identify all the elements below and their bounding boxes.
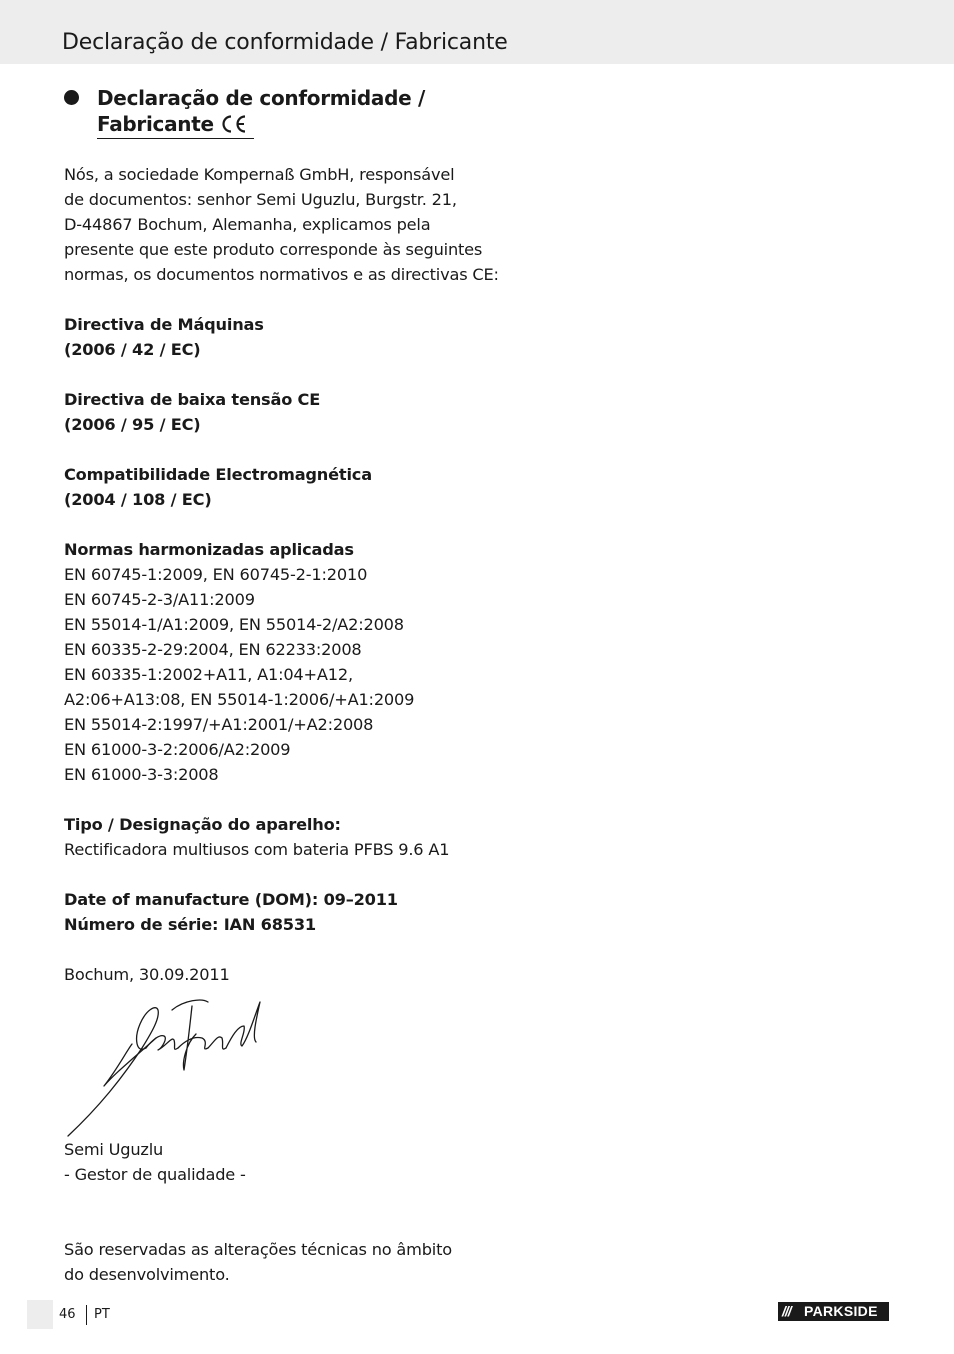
manufacture-date: Date of manufacture (DOM): 09–2011 (64, 890, 398, 909)
notice-line: do desenvolvimento. (64, 1265, 230, 1284)
intro-line: D-44867 Bochum, Alemanha, explicamos pela (64, 215, 431, 234)
intro-line: de documentos: senhor Semi Uguzlu, Burgstr. 21, (64, 190, 457, 209)
section-heading-line-2 (97, 111, 477, 137)
heading-underline (97, 138, 254, 139)
footer-divider (86, 1305, 87, 1325)
spacer (64, 1187, 484, 1212)
ce-mark-icon (220, 114, 248, 134)
norm-line: EN 55014-2:1997/+A1:2001/+A2:2008 (64, 715, 374, 734)
directive-low-voltage-code: (2006 / 95 / EC) (64, 415, 201, 434)
directive-low-voltage-title: Directiva de baixa tensão CE (64, 390, 321, 409)
spacer (64, 787, 484, 812)
page-title: Declaração de conformidade / Fabricante (62, 30, 508, 55)
norms-heading: Normas harmonizadas aplicadas (64, 540, 354, 559)
page-number: 46 (59, 1307, 76, 1322)
directive-emc-code: (2004 / 108 / EC) (64, 490, 212, 509)
language-code: PT (94, 1307, 110, 1322)
brand-slashes: /// (782, 1303, 791, 1319)
notice-line: São reservadas as alterações técnicas no âmbito (64, 1240, 452, 1259)
spacer (64, 862, 484, 887)
directive-emc-title: Compatibilidade Electromagnética (64, 465, 372, 484)
norm-line: EN 60335-1:2002+A11, A1:04+A12, (64, 665, 353, 684)
header-band (0, 0, 954, 64)
spacer (64, 512, 484, 537)
brand-name: PARKSIDE (804, 1303, 878, 1319)
signatory-role: - Gestor de qualidade - (64, 1165, 246, 1184)
directive-machinery-title: Directiva de Máquinas (64, 315, 264, 334)
brand-logo (778, 1302, 889, 1321)
footer-page-box (27, 1300, 53, 1329)
section-heading-text (97, 85, 477, 137)
serial-number: Número de série: IAN 68531 (64, 915, 316, 934)
intro-line: normas, os documentos normativos e as directivas CE: (64, 265, 499, 284)
spacer (64, 937, 484, 962)
signatory-name: Semi Uguzlu (64, 1140, 164, 1159)
norm-line: EN 61000-3-2:2006/A2:2009 (64, 740, 291, 759)
spacer (64, 1212, 484, 1237)
bullet-icon (64, 90, 79, 105)
norm-line: EN 60745-1:2009, EN 60745-2-1:2010 (64, 565, 368, 584)
spacer (64, 437, 484, 462)
device-heading: Tipo / Designação do aparelho: (64, 815, 341, 834)
section-heading-line-1: Declaração de conformidade / (97, 86, 426, 110)
norm-line: EN 60335-2-29:2004, EN 62233:2008 (64, 640, 362, 659)
spacer (64, 362, 484, 387)
place-date: Bochum, 30.09.2011 (64, 965, 230, 984)
section-heading-line-2-text: Fabricante (97, 112, 214, 136)
norm-line: EN 61000-3-3:2008 (64, 765, 219, 784)
intro-line: presente que este produto corresponde às seguintes (64, 240, 483, 259)
directive-machinery-code: (2006 / 42 / EC) (64, 340, 201, 359)
norm-line: EN 60745-2-3/A11:2009 (64, 590, 255, 609)
intro-line: Nós, a sociedade Kompernaß GmbH, responsável (64, 165, 455, 184)
device-name: Rectificadora multiusos com bateria PFBS 9.6 A1 (64, 840, 450, 859)
norm-line: A2:06+A13:08, EN 55014-1:2006/+A1:2009 (64, 690, 415, 709)
spacer (64, 287, 484, 312)
norm-line: EN 55014-1/A1:2009, EN 55014-2/A2:2008 (64, 615, 404, 634)
handwritten-signature (60, 996, 270, 1141)
